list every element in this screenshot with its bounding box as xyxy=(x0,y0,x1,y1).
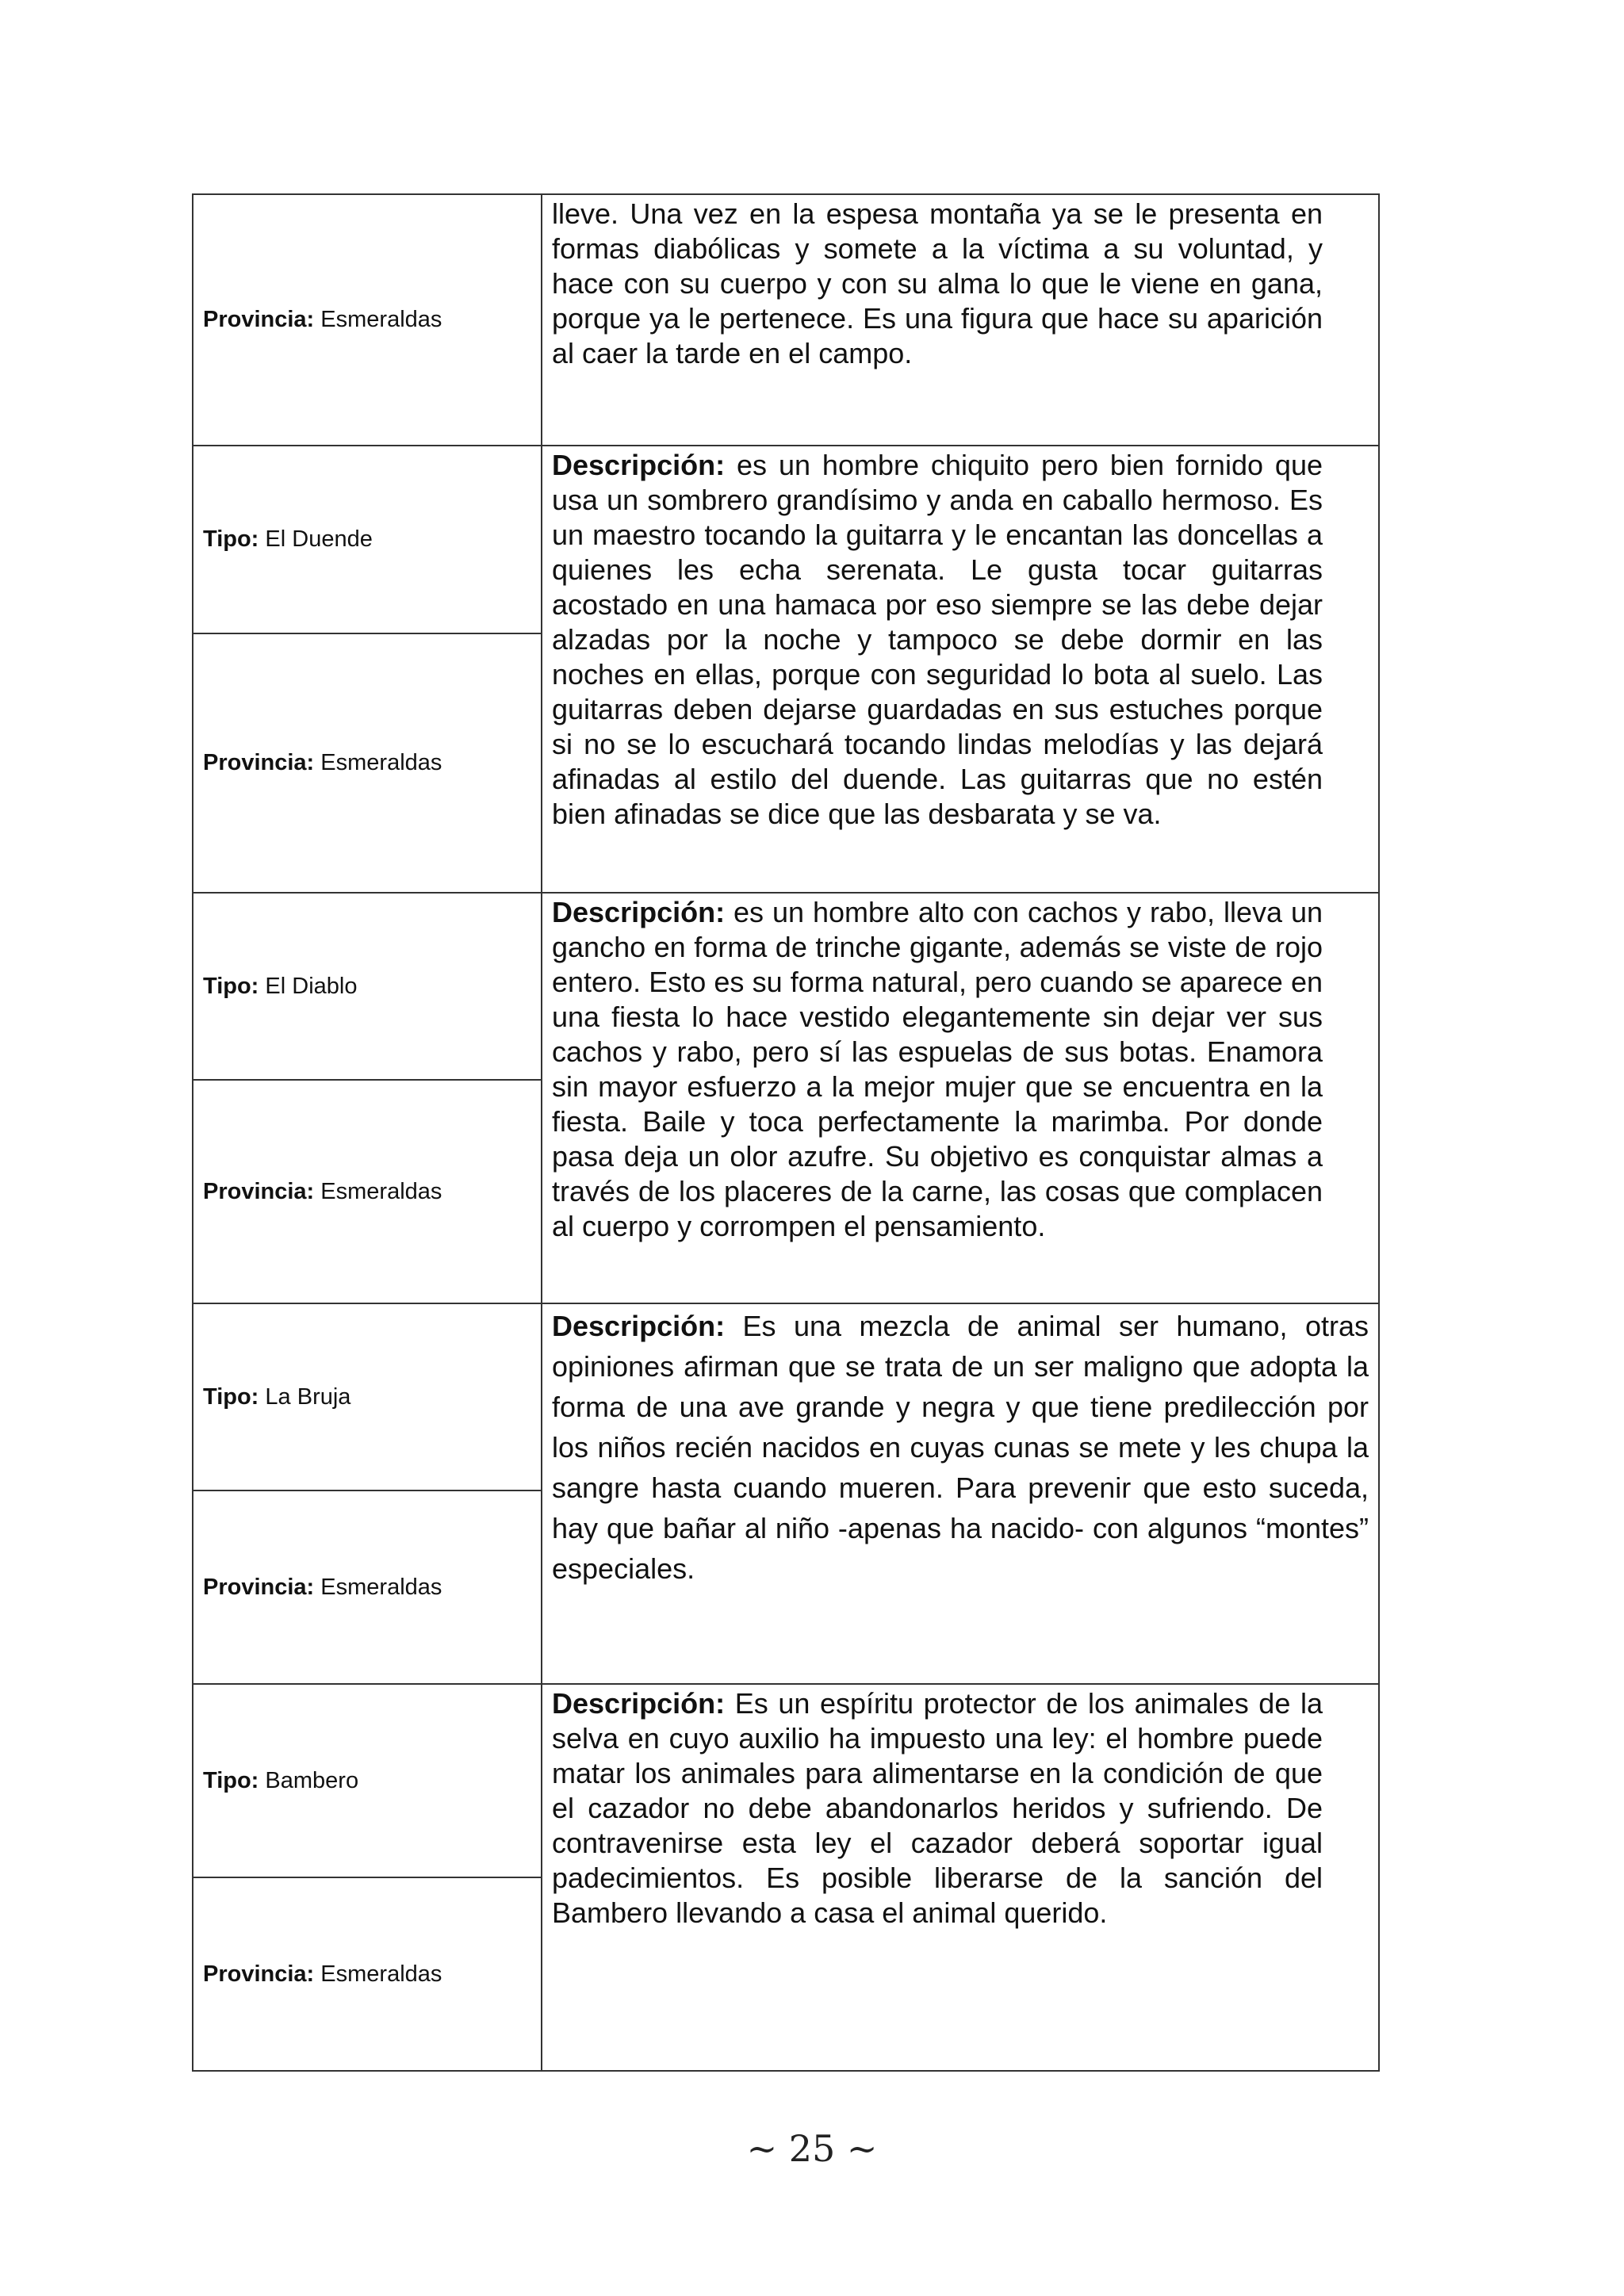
description-label: Descripción: xyxy=(552,1310,726,1342)
tipo-value: Bambero xyxy=(265,1767,359,1793)
description-text: Es una mezcla de animal ser humano, otras opiniones afirman que se trata de un ser maligno que adopta la forma de una ave grande y negra y que tiene predilección por los niños recién nacidos en cuyas cunas se mete y les chupa la sangre hasta cuando mueren. Para prevenir que esto suceda, hay que bañar al niño -apenas ha nacido- con algunos “montes” especiales. xyxy=(552,1310,1369,1585)
table-row xyxy=(193,893,1379,1080)
tipo-value: El Duende xyxy=(265,526,373,552)
table-row xyxy=(193,1684,1379,1877)
provincia-cell xyxy=(193,1080,542,1303)
provincia-cell xyxy=(193,1490,542,1684)
description-text: es un hombre alto con cachos y rabo, lleva un gancho en forma de trinche gigante, además se viste de rojo entero. Esto es su forma natural, pero cuando se aparece en una fiesta lo hace vestido elegantemente sin dejar ver sus cachos y rabo, pero sí las espuelas de sus botas. Enamora sin mayor esfuerzo a la mejor mujer que se encuentra en la fiesta. Baile y toca perfectamente la marimba. Por donde pasa deja un olor azufre. Su objetivo es conquistar almas a través de los placeres de la carne, las cosas que complacen al cuerpo y corrompen el pensamiento. xyxy=(552,896,1323,1242)
provincia-value: Esmeraldas xyxy=(320,307,442,332)
table-row xyxy=(193,194,1379,446)
tipo-cell xyxy=(193,893,542,1080)
description-cell xyxy=(542,194,1379,446)
tipo-label: Tipo: xyxy=(203,1767,259,1793)
tipo-cell xyxy=(193,446,542,633)
description-text: Es un espíritu protector de los animales de la selva en cuyo auxilio ha impuesto una ley: el hombre puede matar los animales para alimentarse en la condición de que el cazador no debe abandonarlos heridos y sufriendo. De contravenirse esta ley el cazador deberá soportar igual padecimientos. Es posible liberarse de la sanción del Bambero llevando a casa el animal querido. xyxy=(552,1687,1323,1929)
description-label: Descripción: xyxy=(552,449,726,481)
provincia-label: Provincia: xyxy=(203,1574,315,1600)
page-number: ~ 25 ~ xyxy=(746,2127,878,2170)
description-cell xyxy=(542,1303,1379,1684)
description-label: Descripción: xyxy=(552,896,726,928)
provincia-label: Provincia: xyxy=(203,1178,315,1204)
provincia-value: Esmeraldas xyxy=(320,1961,442,1987)
tipo-value: El Diablo xyxy=(265,973,358,999)
tipo-label: Tipo: xyxy=(203,526,259,552)
tipo-value: La Bruja xyxy=(265,1383,351,1410)
provincia-value: Esmeraldas xyxy=(320,750,442,775)
provincia-value: Esmeraldas xyxy=(320,1178,442,1204)
description-text: es un hombre chiquito pero bien fornido que usa un sombrero grandísimo y anda en caballo hermoso. Es un maestro tocando la guitarra y le encantan las doncellas a quienes les echa serenata. Le gusta tocar guitarras acostado en una hamaca por eso siempre se las debe dejar alzadas por la noche y tampoco se debe dormir en las noches en ellas, porque con seguridad lo bota al suelo. Las guitarras deben dejarse guardadas en sus estuches porque si no se lo escuchará tocando lindas melodías y las dejará afinadas al estilo del duende. Las guitarras que no estén bien afinadas se dice que las desbarata y se va. xyxy=(552,449,1323,830)
provincia-label: Provincia: xyxy=(203,1961,315,1987)
provincia-cell xyxy=(193,633,542,893)
provincia-cell xyxy=(193,194,542,446)
description-text: lleve. Una vez en la espesa montaña ya se le presenta en formas diabólicas y somete a la víctima a su voluntad, y hace con su cuerpo y con su alma lo que le viene en gana, porque ya le pertenece. Es una figura que hace su aparición al caer la tarde en el campo. xyxy=(552,197,1323,369)
tipo-label: Tipo: xyxy=(203,1383,259,1410)
provincia-cell xyxy=(193,1877,542,2071)
tipo-cell xyxy=(193,1684,542,1877)
description-cell xyxy=(542,1684,1379,2071)
description-cell xyxy=(542,893,1379,1303)
table-row xyxy=(193,446,1379,633)
provincia-value: Esmeraldas xyxy=(320,1574,442,1600)
provincia-label: Provincia: xyxy=(203,307,315,332)
legends-table xyxy=(192,193,1380,2072)
description-label: Descripción: xyxy=(552,1687,726,1720)
table-row xyxy=(193,1303,1379,1490)
description-cell xyxy=(542,446,1379,893)
tipo-cell xyxy=(193,1303,542,1490)
provincia-label: Provincia: xyxy=(203,750,315,775)
tipo-label: Tipo: xyxy=(203,973,259,999)
